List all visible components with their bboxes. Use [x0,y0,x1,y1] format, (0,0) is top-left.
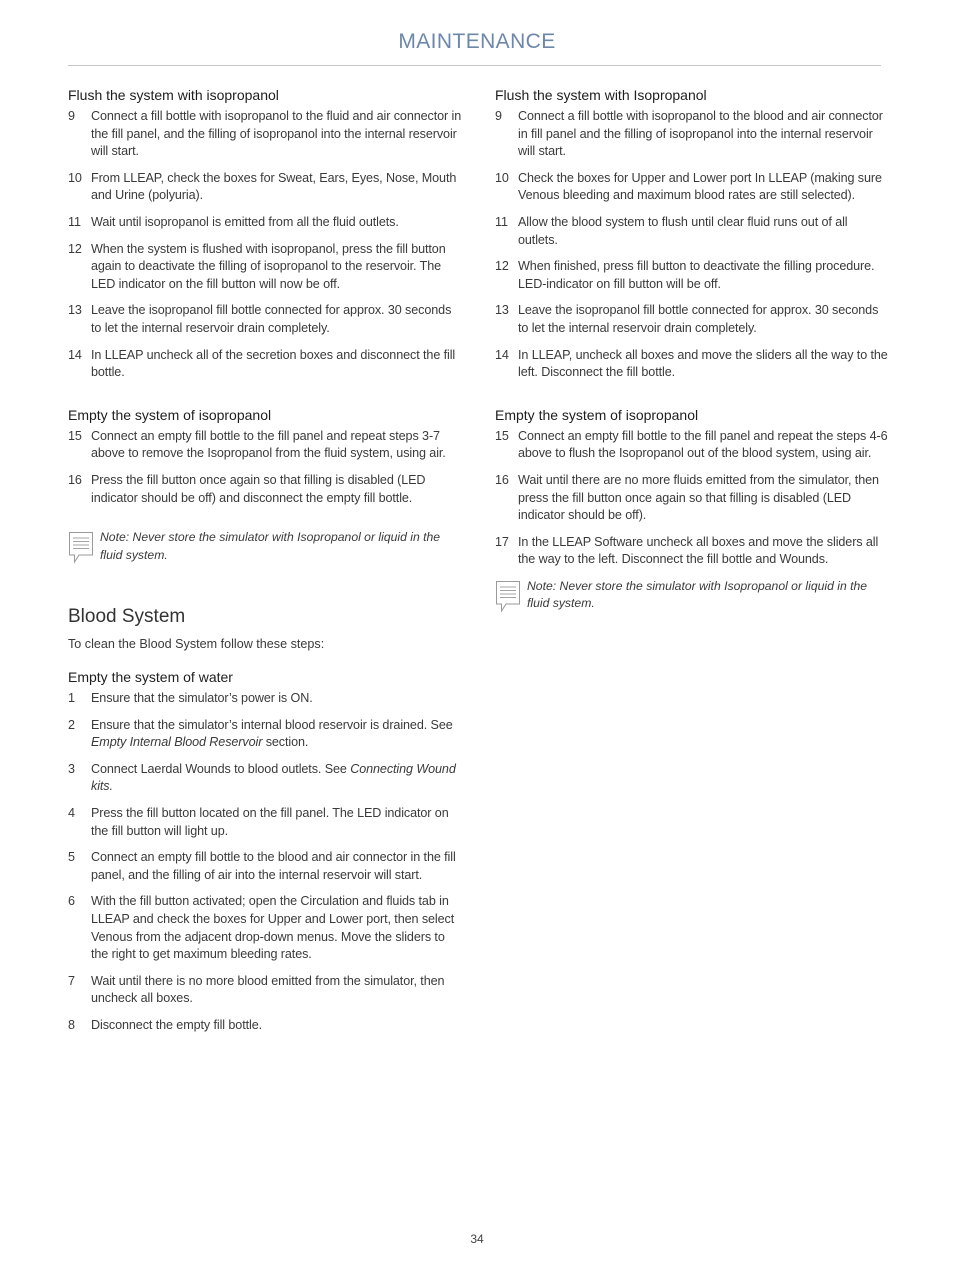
list-item [68,805,462,840]
list-item [495,534,889,569]
step-number: 14 [68,347,82,362]
list-item [68,893,462,963]
list-item [495,428,889,463]
list-item [68,472,462,507]
step-number: 10 [68,170,82,185]
step-text: With the fill button activated; open the Circulation and fluids tab in LLEAP and check the boxes for Upper and Lower port, then select Venous from the adjacent drop-down menus. Move the sliders to the right to get maximum bleeding rates. [91,894,455,962]
section-reference: Empty Internal Blood Reservoir [91,735,263,750]
list-item [68,302,462,337]
list-item [68,428,462,463]
step-text [91,761,462,796]
step-text: Press the fill button located on the fill panel. The LED indicator on the fill button will light up. [91,806,449,838]
step-number: 4 [68,806,75,821]
list-item [495,214,889,249]
page-number: 34 [470,1232,484,1246]
list-item [68,690,462,708]
step-text: Connect an empty fill bottle to the blood and air connector in the fill panel, and the filling of air into the internal reservoir will start. [91,850,456,882]
step-text: Press the fill button once again so that filling is disabled (LED indicator should be off) and disconnect the empty fill bottle. [91,472,426,505]
blood-system-intro: To clean the Blood System follow these steps: [68,637,325,652]
header-divider [68,65,881,66]
step-number: 9 [495,109,502,123]
list-item [68,849,462,884]
note-icon [495,578,527,617]
step-text: Connect a fill bottle with isopropanol to the blood and air connector in fill panel and the filling of isopropanol into the internal reservoir will start. [518,109,883,159]
step-text: Wait until there are no more fluids emitted from the simulator, then press the fill button once again so that filling is disabled (LED indicator should be off). [518,472,879,523]
step-text: From LLEAP, check the boxes for Sweat, Ears, Eyes, Nose, Mouth and Urine (polyuria). [91,170,457,203]
right-column [495,87,889,617]
list-item [68,214,462,232]
list-item [495,258,889,293]
step-number: 3 [68,761,75,776]
flush-isopropanol-heading: Flush the system with isopropanol [68,87,279,103]
step-text: Wait until isopropanol is emitted from all the fluid outlets. [91,214,399,229]
list-item [68,170,462,205]
step-number: 12 [495,259,509,274]
spacer [495,391,889,407]
step-number: 15 [495,428,509,443]
step-text: Connect an empty fill bottle to the fill panel and repeat the steps 4-6 above to flush the Isopropanol out of the blood system, using air. [518,428,888,461]
empty-water-heading: Empty the system of water [68,669,233,686]
step-text: Connect a fill bottle with isopropanol to the fluid and air connector in the fill panel, and the filling of isopropanol into the internal reservoir will start. [91,109,462,159]
list-item [68,241,462,294]
note [495,578,889,617]
step-number: 9 [68,109,75,123]
list-item [495,347,889,382]
step-number: 13 [68,303,82,318]
step-text: Leave the isopropanol fill bottle connected for approx. 30 seconds to let the internal reservoir drain completely. [91,303,452,335]
step-number: 1 [68,691,75,706]
step-text: Wait until there is no more blood emitted from the simulator, then uncheck all boxes. [91,973,445,1006]
step-text: Leave the isopropanol fill bottle connected for approx. 30 seconds to let the internal reservoir drain completely. [518,303,879,335]
page-title: MAINTENANCE [398,30,556,53]
step-text: Disconnect the empty fill bottle. [91,1018,262,1032]
step-text-part: Connect Laerdal Wounds to blood outlets. See [91,761,351,776]
step-number: 8 [68,1018,75,1032]
empty-isopropanol-heading: Empty the system of isopropanol [495,406,699,423]
step-number: 10 [495,170,509,185]
step-text: In LLEAP, uncheck all boxes and move the sliders all the way to the left. Disconnect the fill bottle. [518,347,888,380]
flush-isopropanol-heading: Flush the system with Isopropanol [495,87,707,103]
step-text [91,717,462,752]
list-item [68,347,462,382]
step-text-part: Ensure that the simulator’s internal blood reservoir is drained. See [91,717,453,732]
list-item [68,1017,462,1035]
section-reference: Connecting Wound kits. [91,761,456,794]
step-number: 11 [495,214,508,229]
step-text: When the system is flushed with isopropanol, press the fill button again to deactivate the filling of isopropanol to the reservoir. The LED indicator on the fill button will now be off. [91,241,446,291]
step-number: 11 [68,214,81,229]
step-number: 7 [68,973,75,988]
list-item [68,973,462,1008]
step-text: Ensure that the simulator’s power is ON. [91,691,313,706]
list-item [495,108,889,161]
left-column [68,87,462,1044]
spacer [68,391,462,407]
note-icon [68,529,100,568]
step-number: 13 [495,303,509,318]
step-text: Allow the blood system to flush until clear fluid runs out of all outlets. [518,214,848,247]
step-number: 12 [68,241,82,256]
step-text: Check the boxes for Upper and Lower port In LLEAP (making sure Venous bleeding and maximum blood rates are still selected). [518,170,882,203]
step-number: 2 [68,717,75,732]
step-text: When finished, press fill button to deactivate the filling procedure. LED-indicator on fill button will be off. [518,259,875,291]
list-item [68,108,462,161]
list-item [495,472,889,525]
step-number: 16 [68,472,82,487]
list-item [495,170,889,205]
step-text: In the LLEAP Software uncheck all boxes and move the sliders all the way to the left. Disconnect the fill bottle and Wounds. [518,534,879,567]
list-item [68,717,462,752]
step-text: In LLEAP uncheck all of the secretion boxes and disconnect the fill bottle. [91,347,456,380]
list-item [495,302,889,337]
note-text: Note: Never store the simulator with Isopropanol or liquid in the fluid system. [100,530,441,562]
step-text: Connect an empty fill bottle to the fill panel and repeat steps 3-7 above to remove the Isopropanol from the fluid system, using air. [91,428,446,461]
step-number: 5 [68,850,75,865]
blood-system-heading: Blood System [68,606,186,628]
note-text: Note: Never store the simulator with Isopropanol or liquid in the fluid system. [527,578,868,611]
step-number: 6 [68,894,75,909]
step-number: 17 [495,534,509,549]
list-item [68,761,462,796]
step-number: 14 [495,347,509,362]
empty-isopropanol-heading: Empty the system of isopropanol [68,406,272,423]
note [68,529,462,568]
step-number: 16 [495,472,509,487]
step-number: 15 [68,428,82,443]
step-text-part: section. [262,735,309,750]
